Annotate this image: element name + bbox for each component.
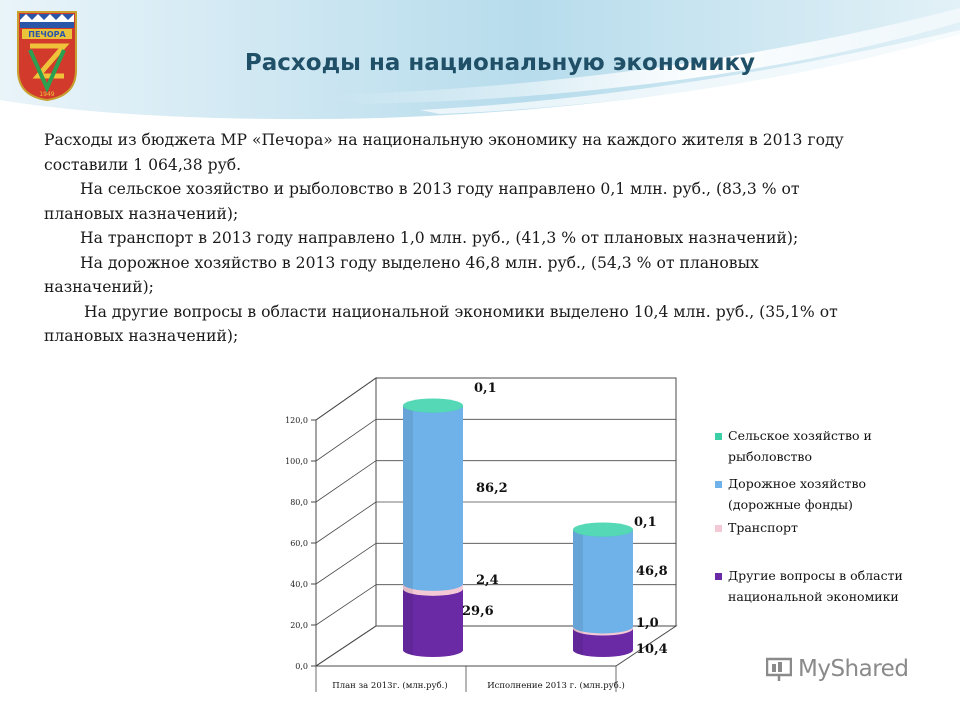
text-line: Расходы из бюджета МР «Печора» на национальную экономику на каждого жителя в 2013 году <box>44 131 844 149</box>
data-label: 1,0 <box>636 616 659 631</box>
x-category-label: Исполнение 2013 г. (млн.руб.) <box>487 681 625 691</box>
paragraph-agriculture-cont <box>44 202 924 227</box>
text-line: назначений); <box>44 278 154 296</box>
legend-label: национальной экономики <box>728 589 899 604</box>
text-line: На транспорт в 2013 году направлено 1,0 млн. руб., (41,3 % от плановых назначений); <box>80 229 799 247</box>
data-label: 2,4 <box>476 573 499 588</box>
cylinder-top <box>403 399 463 413</box>
body-text <box>44 128 924 349</box>
pechora-emblem <box>16 10 78 102</box>
text-line: На дорожное хозяйство в 2013 году выделено 46,8 млн. руб., (54,3 % от плановых <box>80 253 759 272</box>
paragraph-other <box>44 300 924 325</box>
legend-label: (дорожные фонды) <box>728 497 853 512</box>
watermark-text: MyShared <box>798 656 909 682</box>
y-tick-label: 60,0 <box>290 539 308 548</box>
data-label: 0,1 <box>474 381 497 396</box>
page-title: Расходы на национальную экономику <box>244 50 756 76</box>
chart-side-wall <box>316 378 376 666</box>
data-label: 10,4 <box>636 642 668 657</box>
paragraph-roads <box>44 251 924 276</box>
text-line: плановых назначений); <box>44 204 239 223</box>
emblem-text: ПЕЧОРА <box>28 30 66 39</box>
presentation-icon <box>766 656 792 682</box>
legend-swatch <box>715 525 722 532</box>
paragraph-agriculture <box>44 177 924 202</box>
legend-swatch <box>715 433 722 440</box>
expenses-chart <box>260 370 960 700</box>
text-line: На сельское хозяйство и рыболовство в 2013 году направлено 0,1 млн. руб., (83,3 % от <box>80 180 800 198</box>
data-label: 29,6 <box>462 604 494 619</box>
text-line: На другие вопросы в области национальной экономики выделено 10,4 млн. руб., (35,1% от <box>84 302 838 321</box>
legend-label: Сельское хозяйство и <box>728 428 872 443</box>
legend-label: Транспорт <box>728 520 798 535</box>
cylinder-shade <box>573 530 583 632</box>
y-tick-label: 20,0 <box>290 621 308 630</box>
legend-swatch <box>715 573 722 580</box>
y-tick-label: 40,0 <box>290 580 308 589</box>
paragraph-other-cont <box>44 324 924 349</box>
legend-label: рыболовство <box>728 449 812 464</box>
paragraph-per-capita <box>44 128 924 177</box>
y-tick-label: 0,0 <box>295 662 308 671</box>
data-label: 0,1 <box>634 515 657 530</box>
y-tick-label: 100,0 <box>285 457 308 466</box>
cylinder-shade <box>403 589 413 655</box>
text-line: плановых назначений); <box>44 327 239 345</box>
text-line: составили 1 064,38 руб. <box>44 155 242 174</box>
paragraph-transport <box>44 226 924 251</box>
y-tick-label: 80,0 <box>290 498 308 507</box>
legend-label: Дорожное хозяйство <box>728 476 867 491</box>
myshared-watermark <box>766 656 908 682</box>
paragraph-roads-cont <box>44 275 924 300</box>
cylinder-shade <box>403 406 413 589</box>
y-tick-label: 120,0 <box>285 416 308 425</box>
legend-swatch <box>715 481 722 488</box>
x-category-label: План за 2013г. (млн.руб.) <box>332 681 448 691</box>
cylinder-top <box>573 523 633 537</box>
legend-label: Другие вопросы в области <box>728 568 903 583</box>
data-label: 46,8 <box>636 564 668 579</box>
data-label: 86,2 <box>476 481 508 496</box>
emblem-year: 1949 <box>39 91 55 98</box>
